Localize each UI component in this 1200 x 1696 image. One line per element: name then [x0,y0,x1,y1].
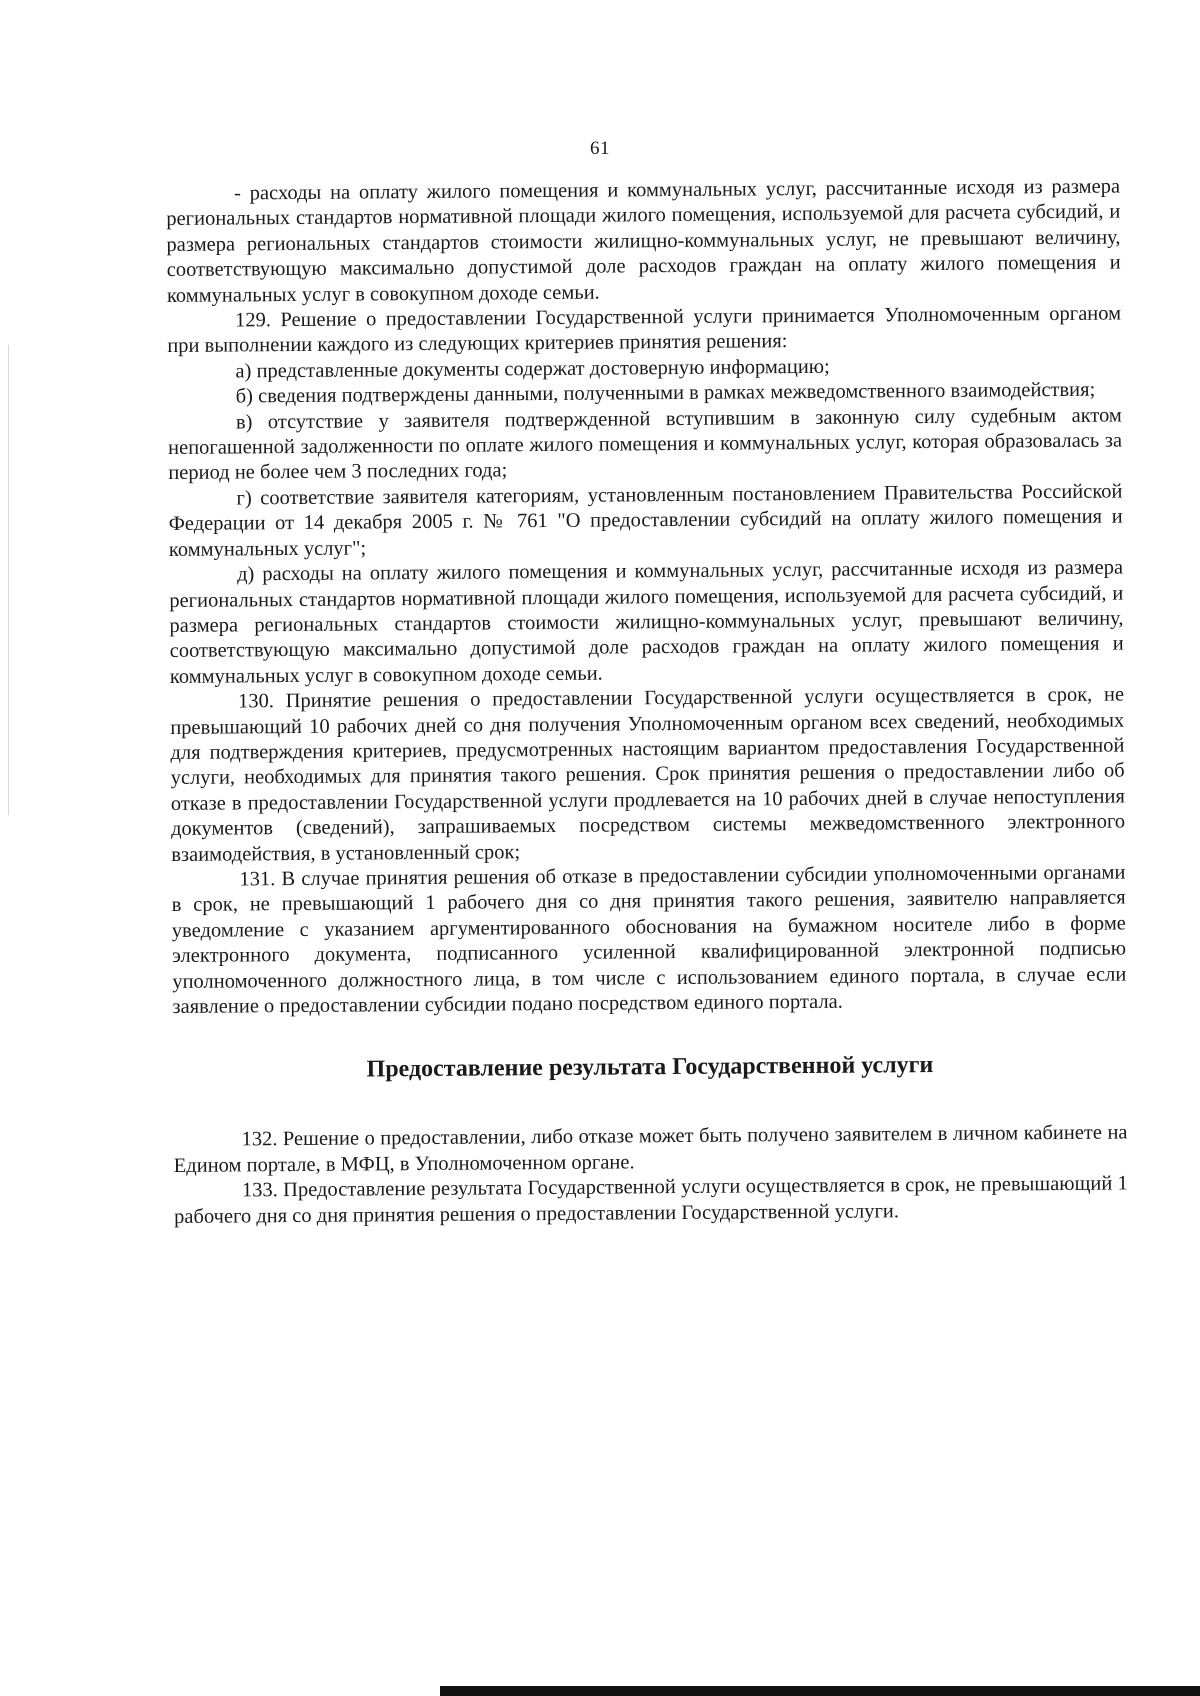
paragraph-130: 130. Принятие решения о предоставлении Государственной услуги осуществляется в срок, не превышающий 10 рабочих дней со дня получения Уполномоченным органом всех сведений, необходимых для подтверждения критериев, предусмотренных настоящим вариантом предоставления Государственной услуги, необходимых для принятия такого решения. Срок принятия решения о предоставлении либо об отказе в предоставлении Государственной услуги продлевается на 10 рабочих дней в случае непоступления документов (сведений), запрашиваемых посредством системы межведомственного электронного взаимодействия, в установленный срок; [170,683,1126,866]
criterion-v: в) отсутствие у заявителя подтвержденной вступившим в законную силу судебным актом непогашенной задолженности по оплате жилого помещения и коммунальных услуг, которая образовалась за период не более чем 3 последних года; [168,404,1123,485]
criterion-g: г) соответствие заявителя категориям, установленным постановлением Правительства Российской Федерации от 14 декабря 2005 г. № 761 "О предоставлении субсидий на оплату жилого помещения и коммунальных услуг"; [168,480,1123,561]
section-heading: Предоставление результата Государственной услуги [366,1052,934,1083]
paragraph-129: 129. Решение о предоставлении Государственной услуги принимается Уполномоченным органом при выполнении каждого из следующих критериев принятия решения: [167,302,1122,358]
scan-gutter-line [8,345,9,815]
document-body [166,175,1128,1230]
paragraph-133: 133. Предоставление результата Государственной услуги осуществляется в срок, не превышающий 1 рабочего дня со дня принятия решения о предоставлении Государственной услуги. [174,1172,1128,1228]
paragraph-housing-expenses: - расходы на оплату жилого помещения и коммунальных услуг, рассчитанные исходя из размера региональных стандартов нормативной площади жилого помещения, используемой для расчета субсидий, и размера региональных стандартов стоимости жилищно-коммунальных услуг, не превышают величину, соответствующую максимально допустимой доле расходов граждан на оплату жилого помещения и коммунальных услуг в совокупном доходе семьи. [166,175,1121,307]
criterion-a: а) представленные документы содержат достоверную информацию; [235,355,830,383]
paragraph-132: 132. Решение о предоставлении, либо отказе может быть получено заявителем в личном кабинете на Едином портале, в МФЦ, в Уполномоченном органе. [173,1121,1128,1177]
page-number: 61 [590,138,610,159]
criterion-d: д) расходы на оплату жилого помещения и коммунальных услуг, рассчитанные исходя из размера региональных стандартов нормативной площади жилого помещения, используемой для расчета субсидий, и размера региональных стандартов стоимости жилищно-коммунальных услуг, превышают величину, соответствующую максимально допустимой доле расходов граждан на оплату жилого помещения и коммунальных услуг в совокупном доходе семьи. [169,556,1124,688]
criterion-b: б) сведения подтверждены данными, полученными в рамках межведомственного взаимодействия; [235,378,1096,408]
paragraph-131: 131. В случае принятия решения об отказе в предоставлении субсидии уполномоченными органами в срок, не превышающий 1 рабочего дня со дня принятия такого решения, заявителю направляется уведомление с указанием аргументированного обоснования на бумажном носителе либо в форме электронного документа, подписанного усиленной квалифицированной электронной подписью уполномоченного должностного лица, в том числе с использованием единого портала, в случае если заявление о предоставлении субсидии подано посредством единого портала. [171,861,1127,1018]
scan-bottom-edge [440,1686,1200,1696]
